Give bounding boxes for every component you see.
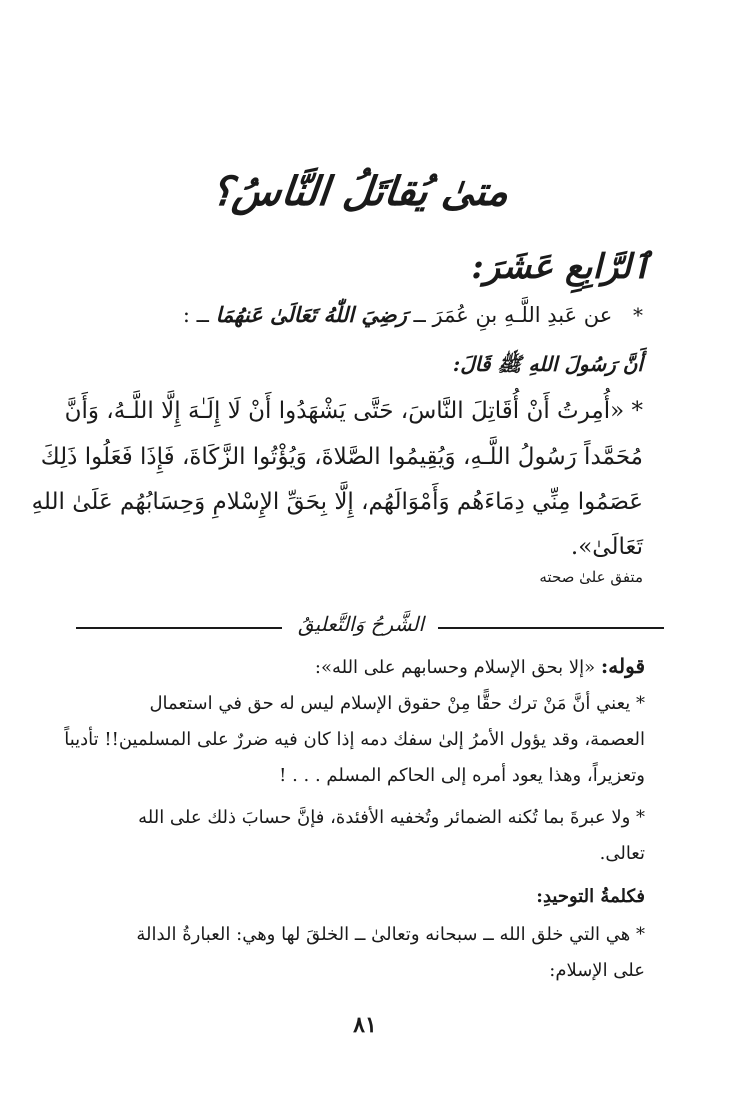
narrator-name: عن عَبدِ اللَّـهِ بنِ عُمَرَ ــ	[413, 303, 613, 327]
narrator-honorific: رَضِيَ اللّٰهُ تَعَالَىٰ عَنهُمَا	[215, 302, 407, 327]
hadith-source: متفق علىٰ صحته	[539, 568, 643, 586]
page-number: ٨١	[353, 1012, 377, 1038]
commentary-line: * ولا عبرةَ بما تُكنه الضمائر وتُخفيه الأفئدة، فإنَّ حسابَ ذلك على الله	[138, 807, 645, 828]
commentary-line: العصمة، وقد يؤول الأمرُ إلىٰ سفك دمه إذا كان فيه ضررٌ على المسلمين!! تأديباً	[64, 729, 645, 750]
commentary-line: * هي التي خلق الله ــ سبحانه وتعالىٰ ــ الخلقَ لها وهي: العبارةُ الدالة	[136, 924, 645, 945]
narrator-line	[183, 302, 643, 327]
asterisk-icon: *	[633, 303, 643, 327]
hadith-number-heading: ٱلرَّابِعِ عَشَرَ:	[471, 247, 651, 287]
section-divider-left	[76, 627, 282, 629]
commentary-line: * يعني أنَّ مَنْ ترك حقًّا مِنْ حقوق الإسلام ليس له حق في استعمال	[149, 693, 645, 714]
narrator-end: ــ :	[182, 303, 209, 327]
commentary-quote	[315, 656, 645, 677]
hadith-text-line: عَصَمُوا مِنِّي دِمَاءَهُم وَأَمْوَالَهُم، إِلَّا بِحَقِّ الإِسْلامِ وَحِسَابُهُم عَلَىٰ اللهِ	[31, 489, 643, 515]
section-divider-right	[438, 627, 664, 629]
commentary-line: على الإسلام:	[549, 960, 645, 981]
hadith-text-line: مُحَمَّداً رَسُولُ اللَّـهِ، وَيُقِيمُوا الصَّلاةَ، وَيُؤْتُوا الزَّكَاةَ، فَإِذَا فَعَلُوا ذَلِكَ	[40, 444, 643, 470]
section-header: الشَّرحُ وَالتَّعليقُ	[297, 612, 425, 636]
commentary-line: وتعزيراً، وهذا يعود أمره إلى الحاكم المسلم . . . !	[279, 765, 645, 786]
quote-label: قوله:	[600, 654, 645, 678]
quote-text: «إلا بحق الإسلام وحسابهم على الله»:	[314, 657, 601, 678]
hadith-text-line: * «أُمِرتُ أَنْ أُقَاتِلَ النَّاسَ، حَتَّى يَشْهَدُوا أَنْ لَا إِلَـٰهَ إِلَّا اللَّـهُ، وَأَنَّ	[64, 398, 643, 424]
hadith-text-line: تَعَالَىٰ».	[570, 534, 643, 560]
commentary-subheading: فكلمةُ التوحيدِ:	[536, 886, 645, 907]
prophet-attribution: أَنَّ رَسُولَ اللهِ ﷺ قَالَ:	[452, 352, 643, 376]
commentary-line: تعالى.	[599, 843, 645, 864]
chapter-title: متىٰ يُقاتَلُ النَّاسُ؟	[208, 168, 512, 215]
